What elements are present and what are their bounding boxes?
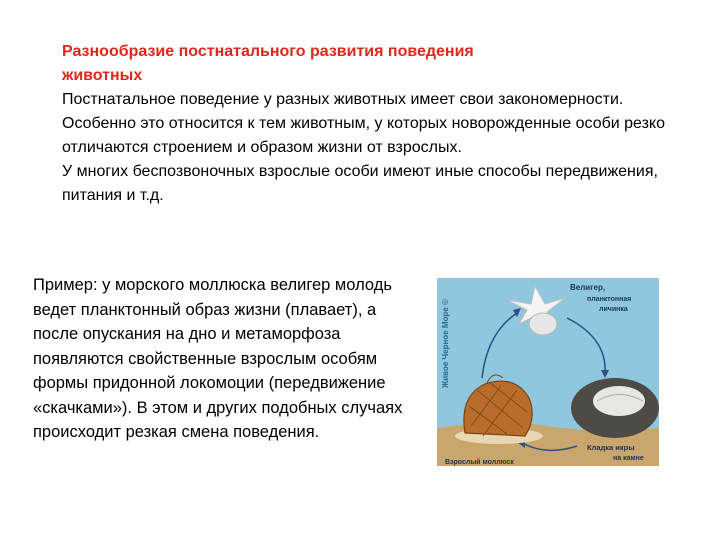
veliger-life-cycle-figure [437,278,659,466]
adult-label: Взрослый моллюск [445,459,514,466]
veliger-label: Велигер, [570,283,606,292]
vertical-caption: Живое Черное Море © [441,299,450,388]
intro-section [62,40,682,208]
invertebrates-paragraph: У многих беспозвоночных взрослые особи имеют иные способы передвижения, питания и т.д. [62,163,658,204]
veliger-sublabel-1: планктонная [587,296,632,303]
intro-paragraph: Постнатальное поведение у разных животных имеет свои закономерности. Особенно это относится к тем животным, у которых новорожденные особи резко отличаются строением и образом жизни от взрослых. [62,91,665,156]
slide-title-line1: Разнообразие постнатального развития поведения [62,43,474,60]
slide-title [62,40,682,88]
egg-clutch-on-stone [571,378,659,438]
eggs-label-1: Кладка икры [587,443,635,452]
eggs-label-2: на камне [613,455,644,462]
slide-title-line2: животных [62,67,143,84]
veliger-sublabel-2: личинка [599,306,628,313]
example-paragraph: Пример: у морского моллюска велигер молодь ведет планктонный образ жизни (плавает), а после опускания на дно и метаморфоза появляются свойственные взрослым особям формы придонной локомоции (передвижение «скачками»). В этом и других подобных случаях происходит резкая смена поведения. [33,276,403,441]
